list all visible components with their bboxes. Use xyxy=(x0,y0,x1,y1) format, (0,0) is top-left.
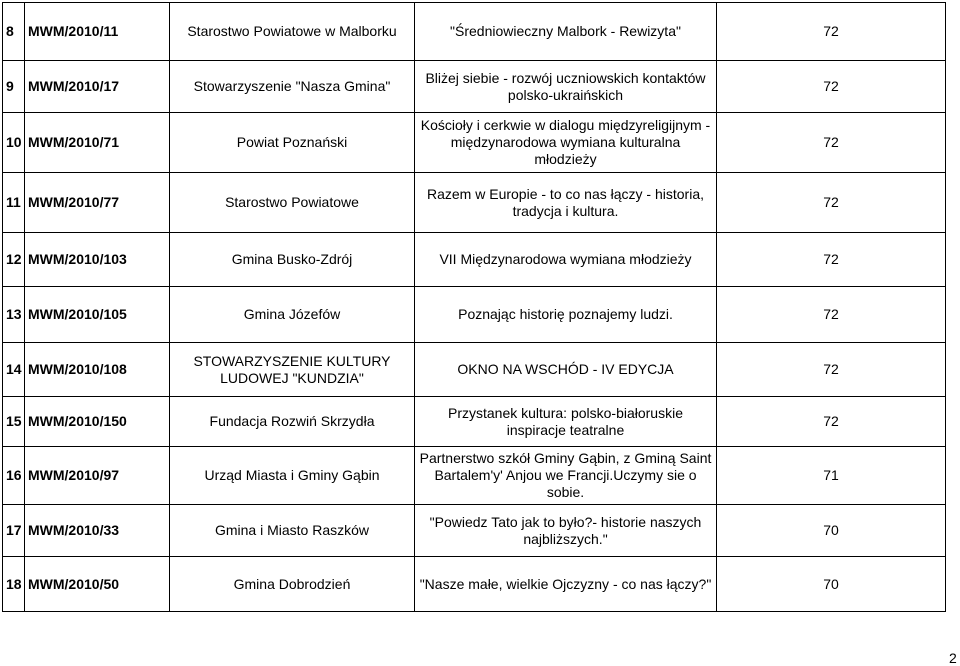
row-number: 16 xyxy=(3,447,25,505)
project-title: "Powiedz Tato jak to było?- historie naszych najbliższych." xyxy=(415,505,717,557)
score: 72 xyxy=(717,173,946,233)
project-title: Bliżej siebie - rozwój uczniowskich kontaktów polsko-ukraińskich xyxy=(415,61,717,113)
row-number: 10 xyxy=(3,113,25,173)
application-id: MWM/2010/108 xyxy=(25,343,170,397)
application-id: MWM/2010/71 xyxy=(25,113,170,173)
project-title: "Nasze małe, wielkie Ojczyzny - co nas łączy?" xyxy=(415,557,717,612)
organization-name: Starostwo Powiatowe w Malborku xyxy=(170,3,415,61)
row-number: 14 xyxy=(3,343,25,397)
grant-results-table xyxy=(2,2,946,612)
application-id: MWM/2010/33 xyxy=(25,505,170,557)
score: 72 xyxy=(717,287,946,343)
table-row xyxy=(3,505,946,557)
row-number: 13 xyxy=(3,287,25,343)
organization-name: Starostwo Powiatowe xyxy=(170,173,415,233)
row-number: 15 xyxy=(3,397,25,447)
application-id: MWM/2010/77 xyxy=(25,173,170,233)
table-row xyxy=(3,173,946,233)
organization-name: Stowarzyszenie "Nasza Gmina" xyxy=(170,61,415,113)
organization-name: Powiat Poznański xyxy=(170,113,415,173)
project-title: Poznając historię poznajemy ludzi. xyxy=(415,287,717,343)
score: 72 xyxy=(717,397,946,447)
row-number: 11 xyxy=(3,173,25,233)
table-row xyxy=(3,343,946,397)
page-number: 2 xyxy=(949,650,957,666)
score: 70 xyxy=(717,557,946,612)
score: 71 xyxy=(717,447,946,505)
score: 72 xyxy=(717,113,946,173)
organization-name: Gmina Józefów xyxy=(170,287,415,343)
row-number: 9 xyxy=(3,61,25,113)
table-row xyxy=(3,61,946,113)
project-title: Kościoły i cerkwie w dialogu międzyreligijnym - międzynarodowa wymiana kulturalna młodzieży xyxy=(415,113,717,173)
score: 72 xyxy=(717,61,946,113)
application-id: MWM/2010/150 xyxy=(25,397,170,447)
table-row xyxy=(3,287,946,343)
table-row xyxy=(3,447,946,505)
organization-name: Gmina i Miasto Raszków xyxy=(170,505,415,557)
project-title: Razem w Europie - to co nas łączy - historia, tradycja i kultura. xyxy=(415,173,717,233)
row-number: 17 xyxy=(3,505,25,557)
table-row xyxy=(3,113,946,173)
row-number: 12 xyxy=(3,233,25,287)
project-title: OKNO NA WSCHÓD - IV EDYCJA xyxy=(415,343,717,397)
score: 72 xyxy=(717,343,946,397)
application-id: MWM/2010/17 xyxy=(25,61,170,113)
row-number: 8 xyxy=(3,3,25,61)
application-id: MWM/2010/103 xyxy=(25,233,170,287)
organization-name: Fundacja Rozwiń Skrzydła xyxy=(170,397,415,447)
table-row xyxy=(3,397,946,447)
application-id: MWM/2010/11 xyxy=(25,3,170,61)
project-title: Przystanek kultura: polsko-białoruskie inspiracje teatralne xyxy=(415,397,717,447)
table-row xyxy=(3,3,946,61)
score: 72 xyxy=(717,233,946,287)
score: 70 xyxy=(717,505,946,557)
application-id: MWM/2010/50 xyxy=(25,557,170,612)
project-title: Partnerstwo szkół Gminy Gąbin, z Gminą Saint Bartalem'y' Anjou we Francji.Uczymy sie o sobie. xyxy=(415,447,717,505)
table-row xyxy=(3,233,946,287)
score: 72 xyxy=(717,3,946,61)
application-id: MWM/2010/105 xyxy=(25,287,170,343)
project-title: VII Międzynarodowa wymiana młodzieży xyxy=(415,233,717,287)
row-number: 18 xyxy=(3,557,25,612)
project-title: "Średniowieczny Malbork - Rewizyta" xyxy=(415,3,717,61)
organization-name: Urząd Miasta i Gminy Gąbin xyxy=(170,447,415,505)
table-row xyxy=(3,557,946,612)
organization-name: Gmina Busko-Zdrój xyxy=(170,233,415,287)
organization-name: Gmina Dobrodzień xyxy=(170,557,415,612)
organization-name: STOWARZYSZENIE KULTURY LUDOWEJ "KUNDZIA" xyxy=(170,343,415,397)
application-id: MWM/2010/97 xyxy=(25,447,170,505)
